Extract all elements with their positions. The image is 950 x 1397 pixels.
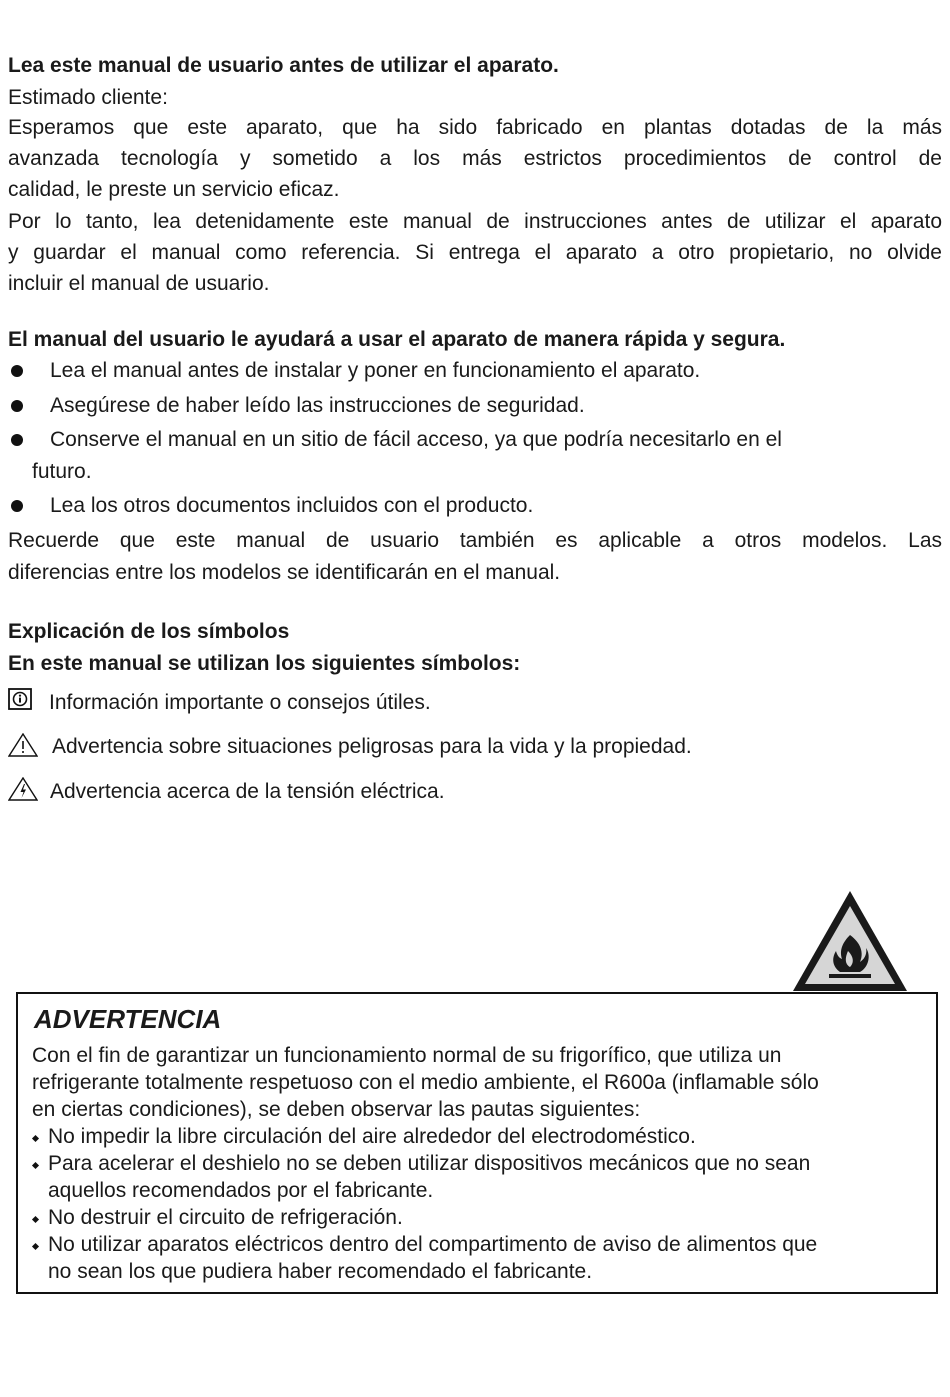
warning-text-line: Con el fin de garantizar un funcionamiento normal de su frigorífico, que utiliza un	[32, 1044, 782, 1067]
intro-paragraph-line: y guardar el manual como referencia. Si entrega el aparato a otro propietario, no olvide	[8, 241, 942, 264]
warning-bullet-continuation: no sean los que pudiera haber recomendado el fabricante.	[48, 1260, 593, 1283]
info-icon	[8, 688, 32, 710]
warning-bullet: Para acelerar el deshielo no se deben utilizar dispositivos mecánicos que no sean	[48, 1152, 811, 1175]
symbol-description: Advertencia acerca de la tensión eléctrica.	[50, 780, 445, 803]
symbols-heading: Explicación de los símbolos	[8, 620, 290, 643]
warning-bullet: No impedir la libre circulación del aire alrededor del electrodoméstico.	[48, 1125, 696, 1148]
warning-text-line: en ciertas condiciones), se deben observar las pautas siguientes:	[32, 1098, 641, 1121]
models-note-line: Recuerde que este manual de usuario también es aplicable a otros modelos. Las	[8, 529, 942, 552]
bullet-dot	[11, 400, 23, 412]
models-note-line: diferencias entre los modelos se identificarán en el manual.	[8, 561, 561, 584]
intro-heading: Lea este manual de usuario antes de utilizar el aparato.	[8, 54, 559, 77]
symbol-description: Advertencia sobre situaciones peligrosas para la vida y la propiedad.	[52, 735, 692, 758]
bullet-diamond	[32, 1243, 39, 1250]
warning-triangle-icon	[8, 733, 38, 757]
symbols-subheading: En este manual se utilizan los siguientes símbolos:	[8, 652, 521, 675]
guide-bullet: Lea el manual antes de instalar y poner en funcionamiento el aparato.	[50, 359, 701, 382]
intro-paragraph-line: incluir el manual de usuario.	[8, 272, 270, 295]
warning-text-line: refrigerante totalmente respetuoso con el medio ambiente, el R600a (inflamable sólo	[32, 1071, 819, 1094]
electric-warning-icon	[8, 777, 38, 801]
bullet-dot	[11, 434, 23, 446]
flammable-warning-icon	[790, 888, 910, 994]
intro-paragraph-line: Por lo tanto, lea detenidamente este manual de instrucciones antes de utilizar el aparato	[8, 210, 942, 233]
bullet-dot	[11, 500, 23, 512]
bullet-dot	[11, 365, 23, 377]
warning-box	[16, 992, 938, 1294]
guide-heading: El manual del usuario le ayudará a usar el aparato de manera rápida y segura.	[8, 328, 786, 351]
bullet-diamond	[32, 1135, 39, 1142]
warning-bullet-continuation: aquellos recomendados por el fabricante.	[48, 1179, 434, 1202]
intro-paragraph-line: calidad, le preste un servicio eficaz.	[8, 178, 340, 201]
guide-bullet: Asegúrese de haber leído las instrucciones de seguridad.	[50, 394, 585, 417]
guide-bullet: Lea los otros documentos incluidos con el producto.	[50, 494, 534, 517]
bullet-diamond	[32, 1216, 39, 1223]
warning-bullet: No destruir el circuito de refrigeración.	[48, 1206, 403, 1229]
symbol-description: Información importante o consejos útiles.	[49, 691, 431, 714]
intro-paragraph-line: avanzada tecnología y sometido a los más estrictos procedimientos de control de	[8, 147, 942, 170]
warning-bullet: No utilizar aparatos eléctricos dentro del compartimento de aviso de alimentos que	[48, 1233, 818, 1256]
warning-title: ADVERTENCIA	[34, 1004, 222, 1034]
greeting: Estimado cliente:	[8, 86, 168, 109]
intro-paragraph-line: Esperamos que este aparato, que ha sido fabricado en plantas dotadas de la más	[8, 116, 942, 139]
guide-bullet: Conserve el manual en un sitio de fácil acceso, ya que podría necesitarlo en el	[50, 428, 782, 451]
bullet-diamond	[32, 1162, 39, 1169]
guide-bullet-continuation: futuro.	[32, 460, 92, 483]
